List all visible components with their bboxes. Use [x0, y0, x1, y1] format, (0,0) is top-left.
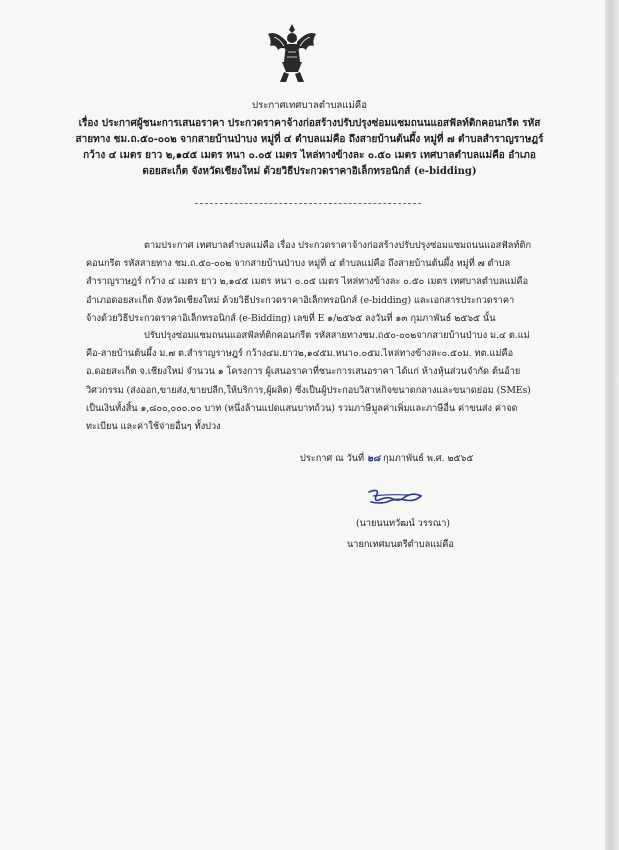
garuda-emblem [266, 22, 318, 84]
title-line: เรื่อง ประกาศผู้ชนะการเสนอราคา ประกวดราคาจ้างก่อสร้างปรับปรุงซ่อมแซมถนนแอสฟัลท์ติกคอนกรีต รหัส [78, 118, 541, 129]
date-rest: กุมภาพันธ์ พ.ศ. ๒๕๖๕ [383, 453, 474, 464]
para1-line: อำเภอดอยสะเก็ต จังหวัดเชียงใหม่ ด้วยวิธีประกวดราคาอิเล็กทรอนิกส์ (e-bidding) และเอกสารประกวดราคา [86, 294, 515, 306]
para2-line: อ.ดอยสะเก็ต จ.เชียงใหม่ จำนวน ๑ โครงการ ผู้เสนอราคาที่ชนะการเสนอราคา ได้แก่ ห้างหุ้นส่วนจำกัด ต้นอ้าย [86, 366, 521, 378]
title-line: ดอยสะเก็ต จังหวัดเชียงใหม่ ด้วยวิธีประกวดราคาอิเล็กทรอนิกส์ (e-bidding) [142, 166, 477, 177]
signature [365, 486, 427, 506]
para1-line: คอนกรีต รหัสสายทาง ชม.ถ.๕๐-๐๐๒ จากสายบ้านป่าบง หมู่ที่ ๔ ตำบลแม่คือ ถึงสายบ้านต้นผึ้ง หมู่ที่ ๗ ตำบล [86, 258, 511, 270]
announcement-title [0, 116, 619, 180]
divider [195, 203, 421, 204]
para1-line: จ้างด้วยวิธีประกวดราคาอิเล็กทรอนิกส์ (e-Bidding) เลขที่ E ๑/๒๕๖๕ ลงวันที่ ๑๓ กุมภาพันธ์ ๒๕๖๕ นั้น [86, 312, 496, 324]
para1-line: สำราญราษฎร์ กว้าง ๔ เมตร ยาว ๒,๑๔๕ เมตร หนา ๐.๐๕ เมตร ไหล่ทางข้างละ ๐.๕๐ เมตร เทศบาลตำบลแม่คือ [86, 276, 529, 288]
para2-line: เป็นเงินทั้งสิ้น ๑,๘๐๐,๐๐๐.๐๐ บาท (หนึ่งล้านแปดแสนบาทถ้วน) รวมภาษีมูลค่าเพิ่มและภาษีอื่น ค่าขนส่ง ค่าจด [86, 402, 518, 414]
announcement-date [300, 451, 473, 466]
signer-name: (นายนนทวัฒน์ วรรณา) [356, 518, 450, 529]
para2-line: ทะเบียน และค่าใช้จ่ายอื่นๆ ทั้งปวง [86, 421, 221, 433]
title-line: สายทาง ชม.ถ.๕๐-๐๐๒ จากสายบ้านป่าบง หมู่ที่ ๔ ตำบลแม่คือ ถึงสายบ้านต้นผึ้ง หมู่ที่ ๗ ตำบลสำราญราษฎร์ [75, 134, 544, 145]
title-line: กว้าง ๔ เมตร ยาว ๒,๑๔๕ เมตร หนา ๐.๐๕ เมตร ไหล่ทางข้างละ ๐.๕๐ เมตร เทศบาลตำบลแม่คือ อำเภอ [83, 150, 536, 161]
date-day: ๒๘ [367, 453, 381, 464]
paragraph-2 [86, 327, 531, 436]
para2-line: วิศวกรรม (ส่งออก,ขายส่ง,ขายปลีก,ให้บริการ,ผู้ผลิต) ซึ่งเป็นผู้ประกอบวิสาหกิจขนาดกลางและขนาดย่อม (SMEs) [86, 384, 531, 396]
para1-line: ตามประกาศ เทศบาลตำบลแม่คือ เรื่อง ประกวดราคาจ้างก่อสร้างปรับปรุงซ่อมแซมถนนแอสฟัลท์ติก [144, 240, 532, 251]
para2-line: คือ-สายบ้านต้นผึ้ง ม.๗ ต.สำราญราษฎร์ กว้าง๔ม.ยาว๒,๑๔๕ม.หนา๐.๐๕ม.ไหล่ทางข้างละ๐.๕๐ม. ทต.แม่คือ [86, 348, 514, 360]
date-prefix: ประกาศ ณ วันที่ [300, 453, 365, 464]
office-heading: ประกาศเทศบาลตำบลแม่คือ [251, 100, 367, 111]
paragraph-1 [86, 237, 531, 328]
para2-line: ปรับปรุงซ่อมแซมถนนแอสฟัลท์ติกคอนกรีต รหัสสายทางชม.ถ๕๐-๐๐๒จากสายบ้านป่าบง ม.๔ ต.แม่ [144, 330, 530, 341]
signer-title: นายกเทศมนตรีตำบลแม่คือ [347, 539, 454, 550]
